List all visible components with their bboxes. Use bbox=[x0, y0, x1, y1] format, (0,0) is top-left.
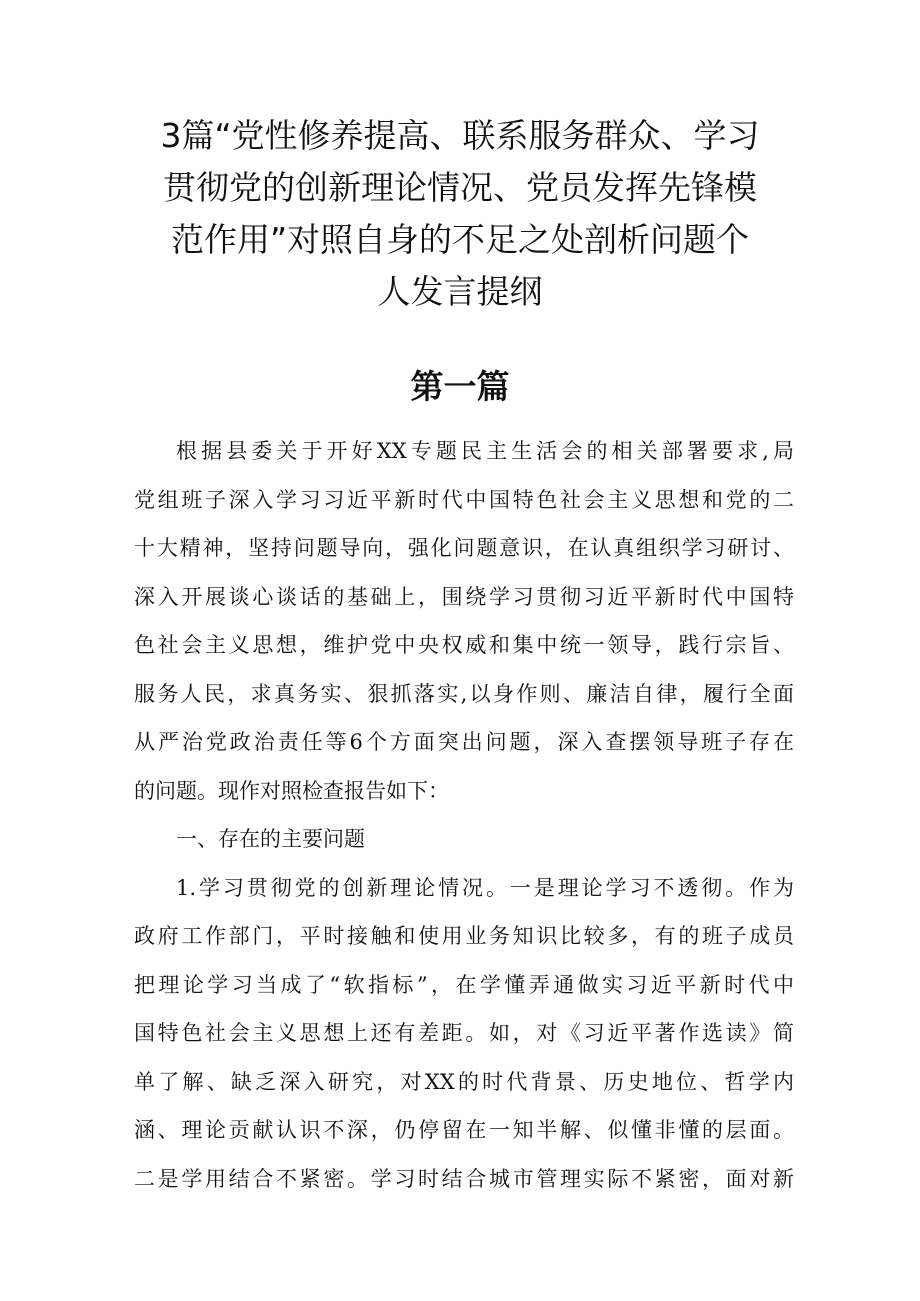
text-line: 服务人民，求真务实、狠抓落实,以身作则、廉洁自律，履行全面 bbox=[134, 681, 794, 706]
text-line: 党组班子深入学习习近平新时代中国特色社会主义思想和党的二 bbox=[134, 487, 794, 512]
section-heading: 第一篇 bbox=[410, 367, 510, 406]
title-line: 人发言提纲 bbox=[377, 272, 543, 311]
text-line: 1.学习贯彻党的创新理论情况。一是理论学习不透彻。作为 bbox=[176, 875, 794, 900]
title-line: 贯彻党的创新理论情况、党员发挥先锋模 bbox=[163, 168, 757, 207]
sub-heading: 一、存在的主要问题 bbox=[176, 827, 365, 851]
text-line: 把理论学习当成了“软指标”，在学懂弄通做实习近平新时代中 bbox=[134, 972, 794, 997]
text-line: 国特色社会主义思想上还有差距。如，对《习近平著作选读》简 bbox=[134, 1021, 794, 1045]
body-text bbox=[134, 427, 794, 1203]
text-line: 单了解、缺乏深入研究，对XX的时代背景、历史地位、哲学内 bbox=[134, 1069, 794, 1094]
text-line: 涵、理论贡献认识不深，仍停留在一知半解、似懂非懂的层面。 bbox=[134, 1118, 794, 1142]
text-line: 政府工作部门，平时接触和使用业务知识比较多，有的班子成员 bbox=[134, 924, 794, 948]
text-line: 深入开展谈心谈话的基础上，围绕学习贯彻习近平新时代中国特 bbox=[134, 584, 794, 609]
text-line: 色社会主义思想，维护党中央权威和集中统一领导，践行宗旨、 bbox=[134, 633, 794, 657]
document-title bbox=[130, 110, 790, 318]
text-line: 十大精神，坚持问题导向，强化问题意识，在认真组织学习研讨、 bbox=[134, 536, 794, 560]
text-line: 根据县委关于开好XX专题民主生活会的相关部署要求,局 bbox=[176, 439, 794, 463]
title-line: 3篇“党性修养提高、联系服务群众、学习 bbox=[160, 116, 760, 155]
text-line: 从严治党政治责任等6个方面突出问题，深入查摆领导班子存在 bbox=[134, 730, 794, 754]
text-line: 的问题。现作对照检查报告如下： bbox=[134, 778, 449, 803]
text-line: 二是学用结合不紧密。学习时结合城市管理实际不紧密，面对新 bbox=[134, 1166, 794, 1191]
title-line: 范作用”对照自身的不足之处剖析问题个 bbox=[170, 220, 750, 259]
